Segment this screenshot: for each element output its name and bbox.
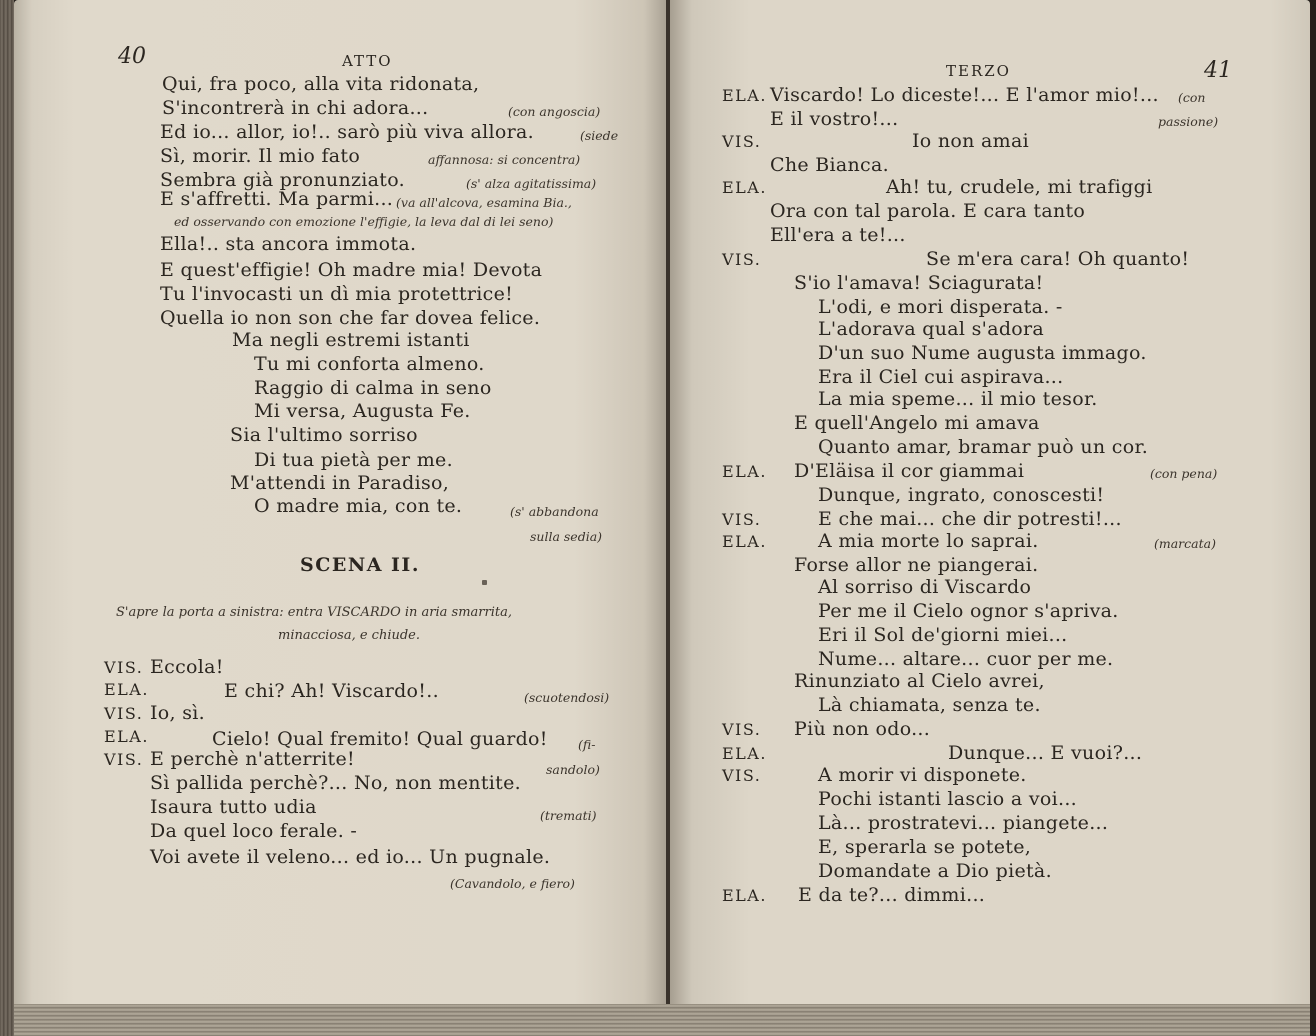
dialogue-line: Quanto amar, bramar può un cor. <box>818 436 1149 458</box>
dialogue-line: Ah! tu, crudele, mi trafiggi <box>886 176 1153 198</box>
dialogue-line: Là chiamata, senza te. <box>818 694 1041 716</box>
dialogue-line: E da te?... dimmi... <box>798 884 986 906</box>
verse-line: Ed io... allor, io!.. sarò più viva allora. <box>160 121 535 143</box>
speaker-label: VIS. <box>722 766 762 785</box>
dialogue-line: Che Bianca. <box>770 154 889 176</box>
dialogue-line: Eccola! <box>150 656 224 678</box>
dialogue-line: L'adorava qual s'adora <box>818 318 1045 340</box>
dialogue-line: Ell'era a te!... <box>770 224 906 246</box>
speaker-label: ELA. <box>722 532 767 551</box>
speaker-label: VIS. <box>722 720 762 739</box>
dialogue-line: Sì pallida perchè?... No, non mentite. <box>150 772 521 794</box>
page-edges <box>14 1004 1310 1036</box>
dialogue-line: Se m'era cara! Oh quanto! <box>926 248 1190 270</box>
stage-direction: (marcata) <box>1154 536 1216 551</box>
dialogue-line: Per me il Cielo ognor s'apriva. <box>818 600 1119 622</box>
stage-direction: (con pena) <box>1150 466 1218 481</box>
stage-direction: (scuotendosi) <box>524 690 610 705</box>
speaker-label: ELA. <box>722 462 767 481</box>
dialogue-line: Io, sì. <box>150 702 205 724</box>
speaker-label: VIS. <box>722 132 762 151</box>
dialogue-line: Cielo! Qual fremito! Qual guardo! <box>212 728 548 750</box>
dialogue-line: E che mai... che dir potresti!... <box>818 508 1122 530</box>
stage-direction: ed osservando con emozione l'effigie, la leva dal di lei seno) <box>174 214 554 229</box>
right-page <box>670 0 1310 1036</box>
dialogue-line: Al sorriso di Viscardo <box>818 576 1032 598</box>
dialogue-line: Eri il Sol de'giorni miei... <box>818 624 1068 646</box>
stage-direction: affannosa: si concentra) <box>428 152 581 167</box>
dialogue-line: Io non amai <box>912 130 1029 152</box>
dialogue-line: Pochi istanti lascio a voi... <box>818 788 1078 810</box>
verse-line: Mi versa, Augusta Fe. <box>254 400 471 422</box>
verse-line: Di tua pietà per me. <box>254 449 453 471</box>
page-header: ATTO <box>342 52 393 70</box>
dialogue-line: E quell'Angelo mi amava <box>794 412 1040 434</box>
dialogue-line: A morir vi disponete. <box>818 764 1027 786</box>
speaker-label: ELA. <box>722 744 767 763</box>
dialogue-line: D'un suo Nume augusta immago. <box>818 342 1147 364</box>
page-number: 41 <box>1204 58 1232 83</box>
dialogue-line: Dunque... E vuoi?... <box>948 742 1143 764</box>
book-edge <box>0 0 14 1036</box>
stage-direction: (con <box>1178 90 1206 105</box>
verse-line: Tu l'invocasti un dì mia protettrice! <box>160 283 514 305</box>
verse-line: Sia l'ultimo sorriso <box>230 424 418 446</box>
speaker-label: VIS. <box>722 250 762 269</box>
dialogue-line: Dunque, ingrato, conoscesti! <box>818 484 1105 506</box>
verse-line: E quest'effigie! Oh madre mia! Devota <box>160 259 543 281</box>
dialogue-line: Da quel loco ferale. - <box>150 820 358 842</box>
stage-direction: (siede <box>580 128 619 143</box>
dialogue-line: Forse allor ne piangerai. <box>794 554 1039 576</box>
speaker-label: VIS. <box>104 704 144 723</box>
verse-line: Sì, morir. Il mio fato <box>160 145 361 167</box>
dialogue-line: Rinunziato al Cielo avrei, <box>794 670 1045 692</box>
dialogue-line: Viscardo! Lo diceste!... E l'amor mio!... <box>770 84 1159 106</box>
speaker-label: ELA. <box>104 727 149 746</box>
scene-direction: minacciosa, e chiude. <box>278 628 420 643</box>
speaker-label: VIS. <box>722 510 762 529</box>
dialogue-line: Era il Ciel cui aspirava... <box>818 366 1064 388</box>
dialogue-line: La mia speme... il mio tesor. <box>818 388 1098 410</box>
verse-line: O madre mia, con te. <box>254 495 463 517</box>
stage-direction: sulla sedia) <box>530 529 603 544</box>
verse-line: Qui, fra poco, alla vita ridonata, <box>162 73 480 95</box>
scene-title: SCENA II. <box>300 554 420 576</box>
dialogue-line: D'Eläisa il cor giammai <box>794 460 1025 482</box>
dialogue-line: E chi? Ah! Viscardo!.. <box>224 680 439 702</box>
dialogue-line: Voi avete il veleno... ed io... Un pugnale. <box>150 846 551 868</box>
dialogue-line: E perchè n'atterrite! <box>150 748 355 770</box>
dialogue-line: L'odi, e mori disperata. - <box>818 296 1063 318</box>
stage-direction: (va all'alcova, esamina Bia., <box>396 195 572 210</box>
speaker-label: VIS. <box>104 658 144 677</box>
dialogue-line: Isaura tutto udia <box>150 796 317 818</box>
stage-direction: (tremati) <box>540 808 597 823</box>
speaker-label: VIS. <box>104 750 144 769</box>
verse-line: Raggio di calma in seno <box>254 377 492 399</box>
speaker-label: ELA. <box>722 886 767 905</box>
dialogue-line: Là... prostratevi... piangete... <box>818 812 1109 834</box>
verse-line: Ella!.. sta ancora immota. <box>160 233 417 255</box>
verse-line: M'attendi in Paradiso, <box>230 472 450 494</box>
scene-direction: S'apre la porta a sinistra: entra VISCARDO in aria smarrita, <box>116 605 512 620</box>
stage-direction: (s' abbandona <box>510 504 599 519</box>
stage-direction: sandolo) <box>546 762 600 777</box>
dialogue-line: Ora con tal parola. E cara tanto <box>770 200 1086 222</box>
dialogue-line: A mia morte lo saprai. <box>818 530 1039 552</box>
stage-direction: (Cavandolo, e fiero) <box>450 876 575 891</box>
speaker-label: ELA. <box>722 86 767 105</box>
speaker-label: ELA. <box>722 178 767 197</box>
dialogue-line: E il vostro!... <box>770 108 899 130</box>
page-header: TERZO <box>946 62 1011 80</box>
dialogue-line: Nume... altare... cuor per me. <box>818 648 1114 670</box>
stage-direction: (s' alza agitatissima) <box>466 176 597 191</box>
dialogue-line: S'io l'amava! Sciagurata! <box>794 272 1044 294</box>
verse-line: S'incontrerà in chi adora... <box>162 97 429 119</box>
dialogue-line: E, sperarla se potete, <box>818 836 1032 858</box>
verse-line: Quella io non son che far dovea felice. <box>160 307 541 329</box>
stage-direction: passione) <box>1158 114 1219 129</box>
stage-direction: (con angoscia) <box>508 104 601 119</box>
dialogue-line: Domandate a Dio pietà. <box>818 860 1052 882</box>
verse-line: E s'affretti. Ma parmi... <box>160 188 394 210</box>
verse-line: Tu mi conforta almeno. <box>254 353 485 375</box>
verse-line: Sembra già pronunziato. <box>160 169 405 191</box>
verse-line: Ma negli estremi istanti <box>232 329 470 351</box>
speaker-label: ELA. <box>104 680 149 699</box>
left-page <box>14 0 666 1036</box>
dialogue-line: Più non odo... <box>794 718 931 740</box>
stage-direction: (fi- <box>578 737 596 752</box>
page-number: 40 <box>118 44 146 69</box>
ornament-dot <box>482 580 487 585</box>
